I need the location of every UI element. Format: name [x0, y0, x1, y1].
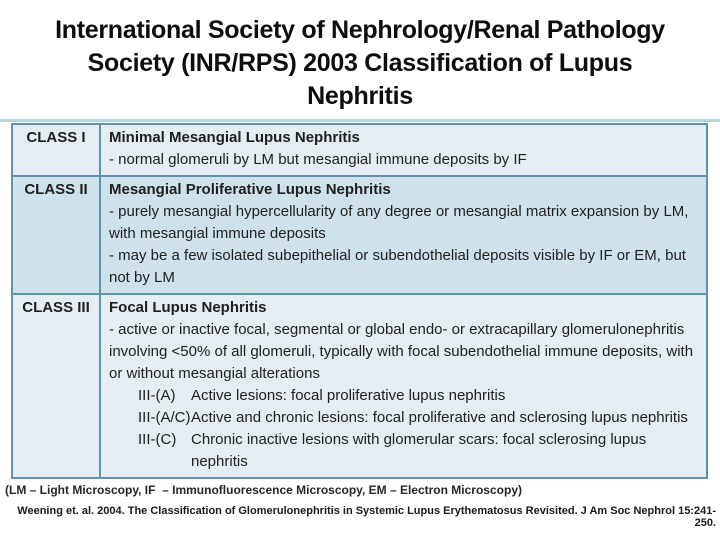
slide-title-line-2: Society (INR/RPS) 2003 Classification of Lupus [87, 49, 633, 77]
class-heading: Focal Lupus Nephritis [109, 299, 267, 316]
class-label-cell: CLASS II [12, 176, 100, 294]
table-row-class-2 [12, 176, 707, 294]
class-bullet: - active or inactive focal, segmental or global endo- or extracapillary glomerulonephritis involving <50% of all glomeruli, typically with focal subendothelial immune deposits, with or without mesangial alterations [109, 321, 694, 382]
class-label-cell: CLASS I [12, 124, 100, 176]
subtype-label: III-(C) [138, 431, 177, 448]
title-divider-rule [0, 119, 720, 122]
class-description-cell [100, 124, 707, 176]
subtype-label: III-(A) [138, 387, 176, 404]
slide-title-line-1: International Society of Nephrology/Renal Pathology [55, 16, 665, 44]
table-row-class-3 [12, 294, 707, 478]
classification-table [11, 123, 708, 479]
subtype-row-iii-a [138, 385, 698, 407]
table-row-class-1 [12, 124, 707, 176]
subtype-description: Active lesions: focal proliferative lupus nephritis [191, 387, 506, 404]
class-heading: Minimal Mesangial Lupus Nephritis [109, 129, 360, 146]
subtype-label: III-(A/C) [138, 409, 191, 426]
class-bullet: - purely mesangial hypercellularity of any degree or mesangial matrix expansion by LM, with mesangial immune deposits [109, 203, 689, 242]
class-label-cell: CLASS III [12, 294, 100, 478]
class-description-cell [100, 294, 707, 478]
abbreviation-footnote: (LM – Light Microscopy, IF – Immunofluorescence Microscopy, EM – Electron Microscopy) [5, 483, 522, 497]
class-heading: Mesangial Proliferative Lupus Nephritis [109, 181, 391, 198]
class-description-cell [100, 176, 707, 294]
class-bullet: - normal glomeruli by LM but mesangial immune deposits by IF [109, 151, 527, 168]
reference-citation: Weening et. al. 2004. The Classification of Glomerulonephritis in Systemic Lupus Erythematosus Revisited. J Am Soc Nephrol 15:241-250. [17, 505, 716, 529]
slide-title [0, 0, 720, 113]
subtype-row-iii-ac [138, 407, 698, 429]
subtype-description: Active and chronic lesions: focal proliferative and sclerosing lupus nephritis [191, 409, 688, 426]
subtype-description: Chronic inactive lesions with glomerular scars: focal sclerosing lupus nephritis [191, 431, 647, 470]
subtype-row-iii-c [138, 429, 698, 473]
class-bullet: - may be a few isolated subepithelial or subendothelial deposits visible by IF or EM, but not by LM [109, 247, 686, 286]
slide-title-line-3: Nephritis [307, 82, 413, 110]
